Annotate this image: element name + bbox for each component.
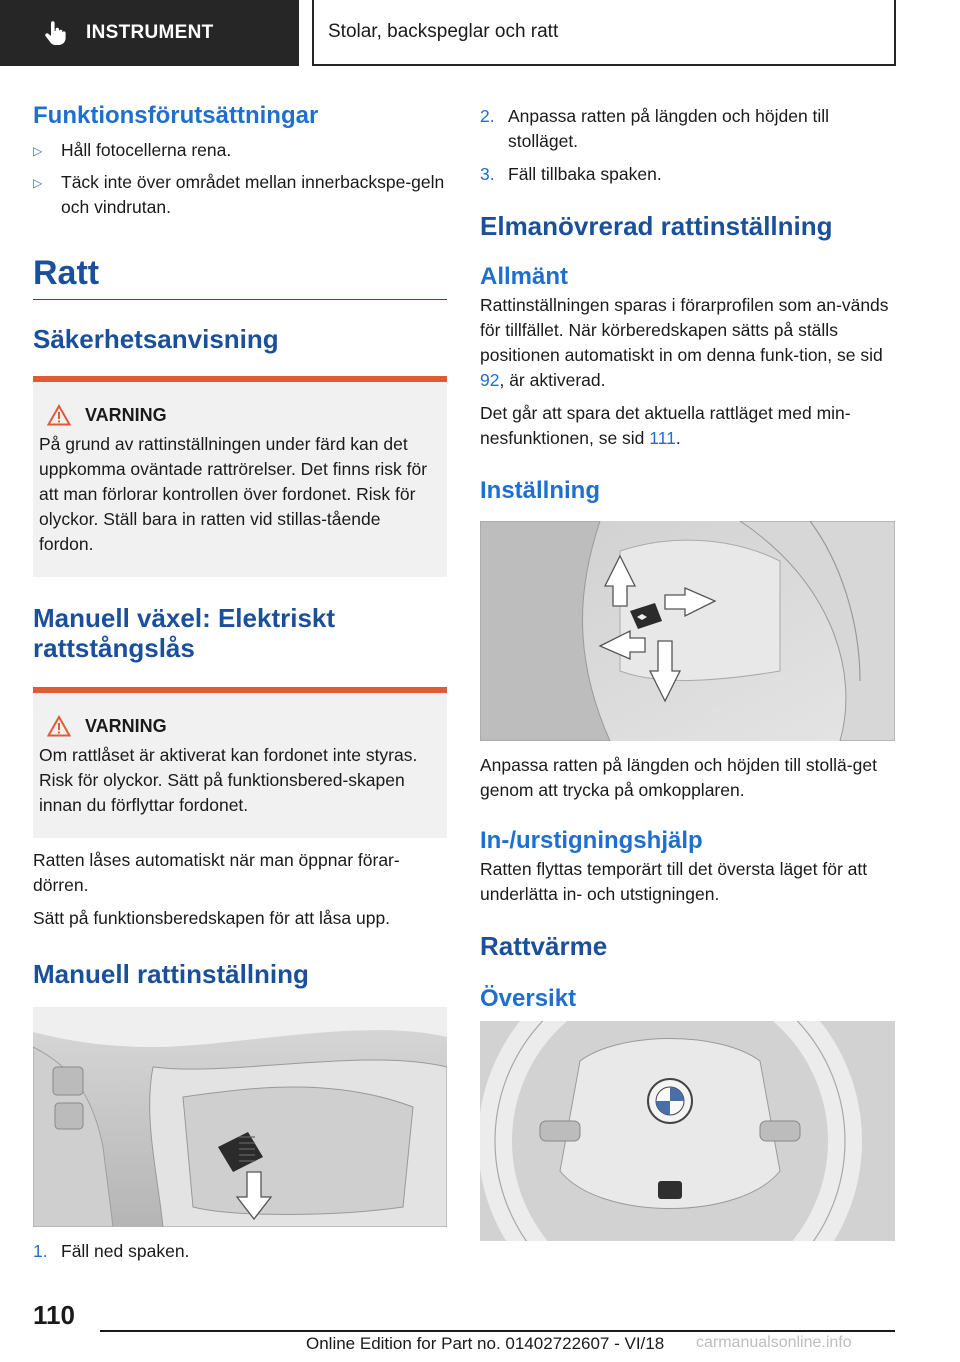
funktion-heading: Funktionsförutsättningar xyxy=(33,102,319,129)
general-heading: Allmänt xyxy=(480,263,569,290)
general-paragraph-1: Rattinställningen sparas i förarprofilen som an-vänds för tillfället. När körberedskapen sätts på ställs positionen automatiskt in om denna funk-tion, se sid 92, är aktiverad. xyxy=(480,295,889,390)
ratt-heading: Ratt xyxy=(33,254,447,300)
page-header xyxy=(0,0,960,66)
entry-exit-text: Ratten flyttas temporärt till det översta läget för att underlätta in- och utstigningen. xyxy=(480,859,868,904)
page-link-111[interactable]: 111 xyxy=(649,428,676,448)
adjustment-caption: Anpassa ratten på längden och höjden till stollä-get genom att trycka på omkopplaren. xyxy=(480,755,877,800)
lock-paragraph: Ratten låses automatiskt när man öppnar förar-dörren. xyxy=(33,850,400,895)
adjustment-heading: Inställning xyxy=(480,477,600,504)
list-item: 1. Fäll ned spaken. xyxy=(33,1241,190,1261)
switch-illustration xyxy=(480,521,895,741)
steering-wheel-image xyxy=(480,1021,895,1241)
section-tab-label: INSTRUMENT xyxy=(86,22,214,43)
chapter-title: Stolar, backspeglar och ratt xyxy=(312,0,896,66)
hand-pointer-icon xyxy=(42,20,68,46)
warning-box-2 xyxy=(33,687,447,838)
section-tab[interactable] xyxy=(0,0,299,66)
overview-heading: Översikt xyxy=(480,985,577,1012)
left-column xyxy=(33,100,447,1264)
heating-heading: Rattvärme xyxy=(480,931,608,961)
list-item: ▷ Håll fotocellerna rena. xyxy=(33,138,447,164)
list-item: ▷ Täck inte över området mellan innerbackspe-geln och vindrutan. xyxy=(33,170,447,220)
warning-box-1 xyxy=(33,376,447,577)
safety-heading: Säkerhetsanvisning xyxy=(33,324,279,354)
steering-wheel-illustration xyxy=(480,1021,895,1241)
warning-label: VARNING xyxy=(85,715,167,736)
page-link-92[interactable]: 92 xyxy=(480,370,500,390)
triangle-bullet-icon: ▷ xyxy=(33,144,43,158)
adjustment-switch-image xyxy=(480,521,895,741)
manual-adjust-heading: Manuell rattinställning xyxy=(33,959,309,989)
watermark: carmanualsonline.info xyxy=(696,1334,852,1351)
page-number: 110 xyxy=(33,1300,75,1330)
lever-illustration xyxy=(33,1007,447,1227)
warning-text: Om rattlåset är aktiverat kan fordonet inte styras. Risk för olyckor. Sätt på funktionsbered-skapen innan du förflyttar fordonet. xyxy=(39,745,418,815)
electric-adjust-heading: Elmanövrerad rattinställning xyxy=(480,211,833,241)
list-item: 3. Fäll tillbaka spaken. xyxy=(480,164,662,184)
warning-triangle-icon xyxy=(47,715,71,737)
warning-label: VARNING xyxy=(85,404,167,425)
right-column xyxy=(480,100,895,1241)
warning-text: På grund av rattinställningen under färd kan det uppkomma oväntade rattrörelser. Det finns risk för att man förlorar kontrollen över fordonet. Risk för olyckor. Ställ bara in ratten vid stillas-tående fordon. xyxy=(39,434,428,554)
unlock-paragraph: Sätt på funktionsberedskapen för att låsa upp. xyxy=(33,908,391,928)
footer-rule xyxy=(100,1330,895,1332)
triangle-bullet-icon: ▷ xyxy=(33,176,43,190)
general-paragraph-2: Det går att spara det aktuella rattläget med min-nesfunktionen, se sid 111. xyxy=(480,403,851,448)
warning-triangle-icon xyxy=(47,404,71,426)
edition-text: Online Edition for Part no. 01402722607 - VI/18 xyxy=(306,1334,665,1353)
list-item: 2. Anpassa ratten på längden och höjden till stolläget. xyxy=(480,106,830,151)
manual-gear-heading: Manuell växel: Elektriskt rattstångslås xyxy=(33,603,336,663)
entry-exit-heading: In-/urstigningshjälp xyxy=(480,827,703,854)
steering-column-lever-image xyxy=(33,1007,447,1227)
